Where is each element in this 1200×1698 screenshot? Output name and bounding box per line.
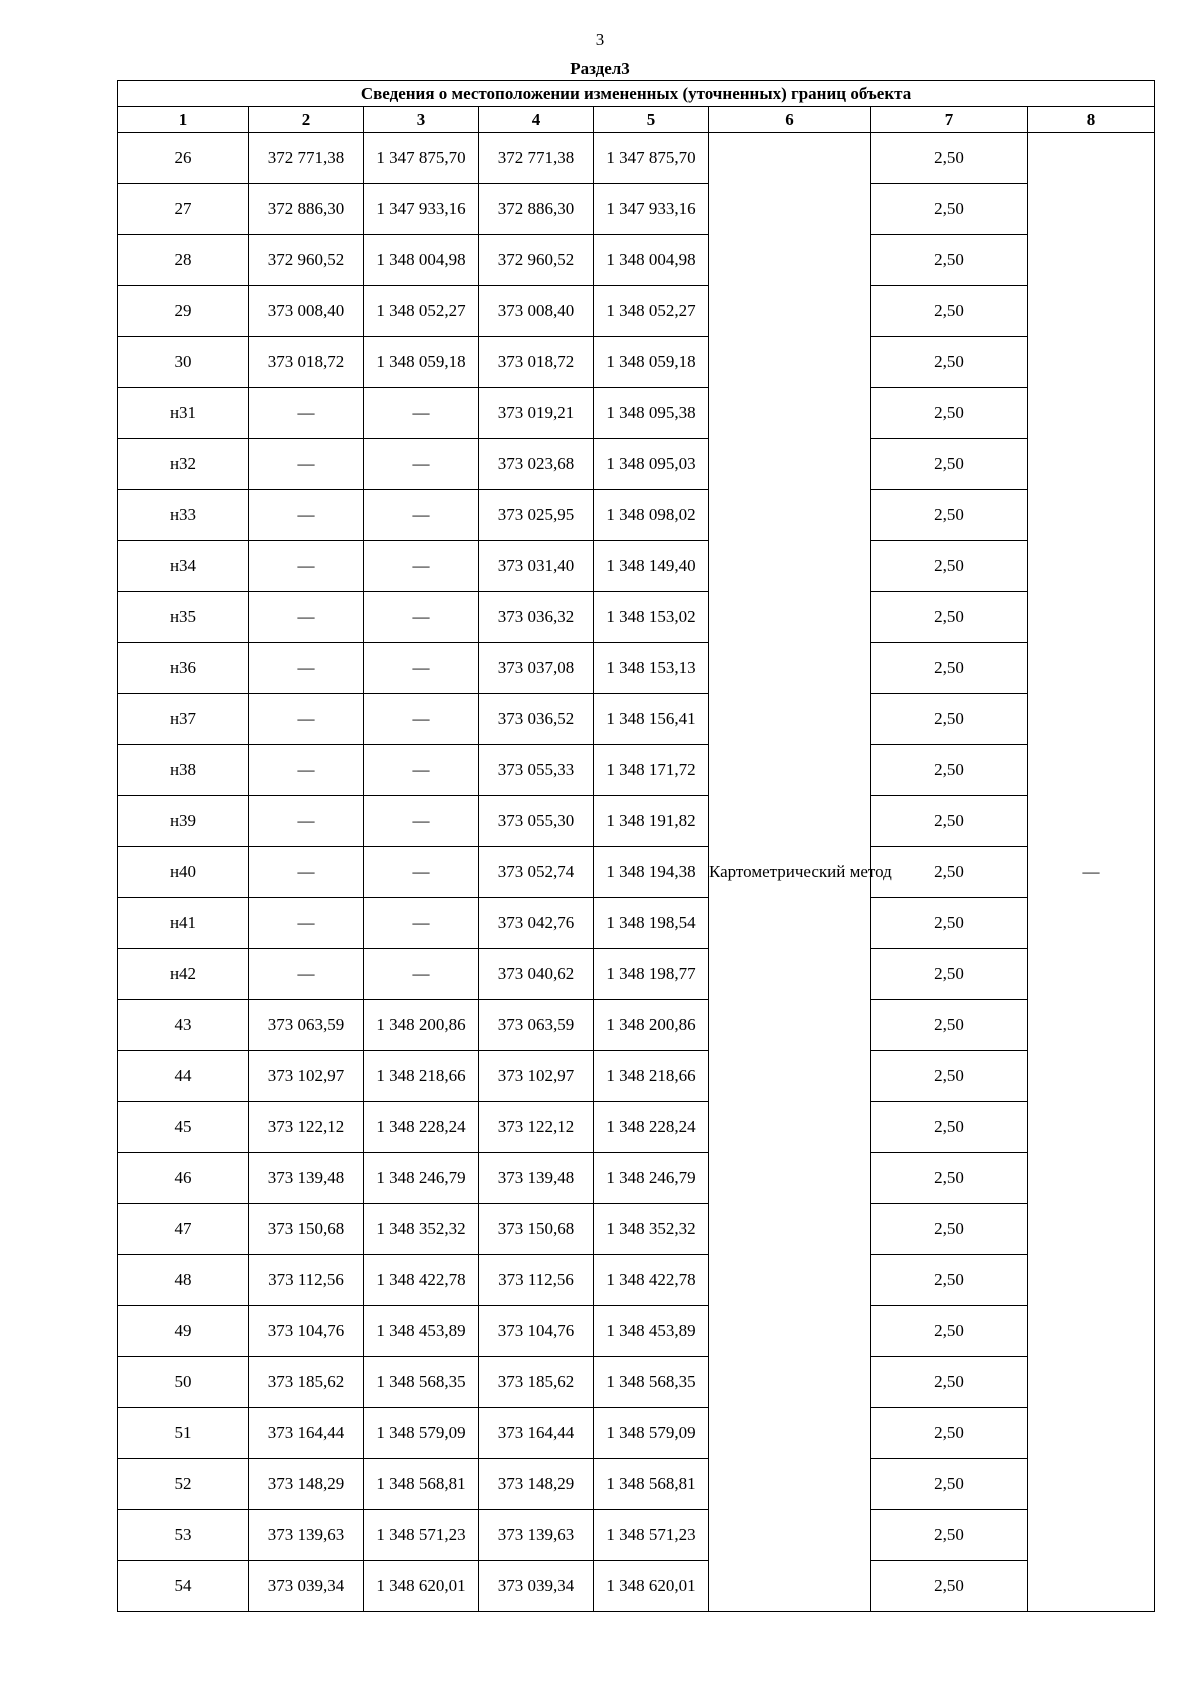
old-x-cell: — <box>249 490 364 541</box>
table-row <box>118 184 1155 235</box>
table-row <box>118 388 1155 439</box>
old-y-cell: 1 348 200,86 <box>364 1000 479 1051</box>
new-x-cell: 373 040,62 <box>479 949 594 1000</box>
table-row <box>118 1510 1155 1561</box>
precision-cell: 2,50 <box>871 1408 1028 1459</box>
point-id-cell: 43 <box>118 1000 249 1051</box>
new-y-cell: 1 348 004,98 <box>594 235 709 286</box>
point-id-cell: 51 <box>118 1408 249 1459</box>
new-x-cell: 373 037,08 <box>479 643 594 694</box>
new-x-cell: 373 148,29 <box>479 1459 594 1510</box>
table-row <box>118 1357 1155 1408</box>
point-id-cell: 50 <box>118 1357 249 1408</box>
point-id-cell: н32 <box>118 439 249 490</box>
new-x-cell: 373 036,32 <box>479 592 594 643</box>
table-row <box>118 1153 1155 1204</box>
new-y-cell: 1 348 098,02 <box>594 490 709 541</box>
point-id-cell: 46 <box>118 1153 249 1204</box>
table-body <box>118 133 1155 1612</box>
table-row <box>118 694 1155 745</box>
new-y-cell: 1 348 579,09 <box>594 1408 709 1459</box>
page-number: 3 <box>595 30 605 49</box>
old-x-cell: — <box>249 796 364 847</box>
new-y-cell: 1 348 095,38 <box>594 388 709 439</box>
point-id-cell: н33 <box>118 490 249 541</box>
new-x-cell: 372 886,30 <box>479 184 594 235</box>
table-caption: Сведения о местоположении измененных (уточненных) границ объекта <box>118 81 1155 107</box>
new-x-cell: 372 960,52 <box>479 235 594 286</box>
old-y-cell: — <box>364 592 479 643</box>
point-id-cell: 30 <box>118 337 249 388</box>
precision-cell: 2,50 <box>871 592 1028 643</box>
new-x-cell: 373 042,76 <box>479 898 594 949</box>
precision-cell: 2,50 <box>871 796 1028 847</box>
new-y-cell: 1 348 153,02 <box>594 592 709 643</box>
point-id-cell: 45 <box>118 1102 249 1153</box>
precision-cell: 2,50 <box>871 1102 1028 1153</box>
old-y-cell: 1 348 568,35 <box>364 1357 479 1408</box>
new-x-cell: 373 104,76 <box>479 1306 594 1357</box>
new-x-cell: 373 150,68 <box>479 1204 594 1255</box>
precision-cell: 2,50 <box>871 184 1028 235</box>
precision-cell: 2,50 <box>871 643 1028 694</box>
old-x-cell: 372 960,52 <box>249 235 364 286</box>
old-x-cell: 373 102,97 <box>249 1051 364 1102</box>
old-x-cell: 373 122,12 <box>249 1102 364 1153</box>
old-y-cell: 1 348 218,66 <box>364 1051 479 1102</box>
precision-cell: 2,50 <box>871 1153 1028 1204</box>
table-row <box>118 1102 1155 1153</box>
old-y-cell: 1 348 246,79 <box>364 1153 479 1204</box>
new-x-cell: 373 055,33 <box>479 745 594 796</box>
table-row <box>118 1000 1155 1051</box>
precision-cell: 2,50 <box>871 1255 1028 1306</box>
point-id-cell: 28 <box>118 235 249 286</box>
point-id-cell: н40 <box>118 847 249 898</box>
point-id-cell: 52 <box>118 1459 249 1510</box>
new-x-cell: 373 139,48 <box>479 1153 594 1204</box>
column-header: 2 <box>249 107 364 133</box>
old-y-cell: — <box>364 439 479 490</box>
new-x-cell: 373 025,95 <box>479 490 594 541</box>
precision-cell: 2,50 <box>871 541 1028 592</box>
new-y-cell: 1 348 156,41 <box>594 694 709 745</box>
precision-cell: 2,50 <box>871 694 1028 745</box>
new-y-cell: 1 348 095,03 <box>594 439 709 490</box>
new-y-cell: 1 348 198,54 <box>594 898 709 949</box>
point-id-cell: н39 <box>118 796 249 847</box>
old-y-cell: 1 347 933,16 <box>364 184 479 235</box>
new-y-cell: 1 348 153,13 <box>594 643 709 694</box>
old-x-cell: — <box>249 541 364 592</box>
new-y-cell: 1 348 453,89 <box>594 1306 709 1357</box>
new-x-cell: 373 036,52 <box>479 694 594 745</box>
new-x-cell: 373 112,56 <box>479 1255 594 1306</box>
new-x-cell: 373 102,97 <box>479 1051 594 1102</box>
point-id-cell: 26 <box>118 133 249 184</box>
point-id-cell: н42 <box>118 949 249 1000</box>
old-y-cell: — <box>364 490 479 541</box>
new-y-cell: 1 348 149,40 <box>594 541 709 592</box>
table-row <box>118 898 1155 949</box>
old-x-cell: — <box>249 643 364 694</box>
column-header: 5 <box>594 107 709 133</box>
new-x-cell: 373 063,59 <box>479 1000 594 1051</box>
old-x-cell: — <box>249 694 364 745</box>
new-x-cell: 373 018,72 <box>479 337 594 388</box>
point-id-cell: 49 <box>118 1306 249 1357</box>
column-header: 8 <box>1028 107 1155 133</box>
old-x-cell: 372 886,30 <box>249 184 364 235</box>
old-y-cell: 1 348 059,18 <box>364 337 479 388</box>
new-y-cell: 1 348 200,86 <box>594 1000 709 1051</box>
boundary-coordinates-table <box>117 80 1155 1612</box>
new-x-cell: 373 039,34 <box>479 1561 594 1612</box>
precision-cell: 2,50 <box>871 286 1028 337</box>
table-row <box>118 1561 1155 1612</box>
precision-cell: 2,50 <box>871 1357 1028 1408</box>
old-y-cell: 1 348 620,01 <box>364 1561 479 1612</box>
new-y-cell: 1 347 933,16 <box>594 184 709 235</box>
table-row <box>118 1051 1155 1102</box>
old-x-cell: 372 771,38 <box>249 133 364 184</box>
old-x-cell: — <box>249 388 364 439</box>
new-y-cell: 1 348 422,78 <box>594 1255 709 1306</box>
table-row <box>118 745 1155 796</box>
old-x-cell: 373 018,72 <box>249 337 364 388</box>
old-y-cell: — <box>364 541 479 592</box>
point-id-cell: н31 <box>118 388 249 439</box>
precision-cell: 2,50 <box>871 337 1028 388</box>
old-x-cell: — <box>249 949 364 1000</box>
table-row <box>118 1255 1155 1306</box>
old-y-cell: — <box>364 643 479 694</box>
new-y-cell: 1 348 352,32 <box>594 1204 709 1255</box>
point-id-cell: н41 <box>118 898 249 949</box>
column-header: 7 <box>871 107 1028 133</box>
old-x-cell: 373 148,29 <box>249 1459 364 1510</box>
new-y-cell: 1 348 568,81 <box>594 1459 709 1510</box>
table-row <box>118 796 1155 847</box>
table-row <box>118 541 1155 592</box>
old-y-cell: 1 348 571,23 <box>364 1510 479 1561</box>
old-x-cell: 373 139,63 <box>249 1510 364 1561</box>
table-row <box>118 1204 1155 1255</box>
old-x-cell: — <box>249 898 364 949</box>
new-x-cell: 373 122,12 <box>479 1102 594 1153</box>
table-row <box>118 439 1155 490</box>
old-x-cell: 373 112,56 <box>249 1255 364 1306</box>
precision-cell: 2,50 <box>871 235 1028 286</box>
old-y-cell: 1 348 052,27 <box>364 286 479 337</box>
new-y-cell: 1 348 059,18 <box>594 337 709 388</box>
point-id-cell: 48 <box>118 1255 249 1306</box>
old-y-cell: — <box>364 694 479 745</box>
point-id-cell: 29 <box>118 286 249 337</box>
precision-cell: 2,50 <box>871 898 1028 949</box>
precision-cell: 2,50 <box>871 1459 1028 1510</box>
new-x-cell: 372 771,38 <box>479 133 594 184</box>
precision-cell: 2,50 <box>871 490 1028 541</box>
new-x-cell: 373 008,40 <box>479 286 594 337</box>
section-title: Раздел3 <box>570 59 630 78</box>
point-id-cell: 54 <box>118 1561 249 1612</box>
table-row <box>118 286 1155 337</box>
column-header: 3 <box>364 107 479 133</box>
old-y-cell: — <box>364 388 479 439</box>
old-x-cell: 373 104,76 <box>249 1306 364 1357</box>
precision-cell: 2,50 <box>871 439 1028 490</box>
point-id-cell: н38 <box>118 745 249 796</box>
new-y-cell: 1 348 620,01 <box>594 1561 709 1612</box>
new-x-cell: 373 052,74 <box>479 847 594 898</box>
point-id-cell: 27 <box>118 184 249 235</box>
old-y-cell: 1 348 453,89 <box>364 1306 479 1357</box>
table-row <box>118 490 1155 541</box>
old-x-cell: 373 185,62 <box>249 1357 364 1408</box>
precision-cell: 2,50 <box>871 1510 1028 1561</box>
column-header-row <box>118 107 1155 133</box>
table-row <box>118 235 1155 286</box>
new-y-cell: 1 347 875,70 <box>594 133 709 184</box>
precision-cell: 2,50 <box>871 745 1028 796</box>
new-x-cell: 373 055,30 <box>479 796 594 847</box>
old-x-cell: 373 139,48 <box>249 1153 364 1204</box>
new-y-cell: 1 348 194,38 <box>594 847 709 898</box>
note-cell: — <box>1028 133 1155 1612</box>
old-y-cell: — <box>364 847 479 898</box>
new-y-cell: 1 348 191,82 <box>594 796 709 847</box>
table-row <box>118 1408 1155 1459</box>
point-id-cell: н37 <box>118 694 249 745</box>
precision-cell: 2,50 <box>871 388 1028 439</box>
point-id-cell: н36 <box>118 643 249 694</box>
old-x-cell: 373 008,40 <box>249 286 364 337</box>
table-row <box>118 1459 1155 1510</box>
precision-cell: 2,50 <box>871 1204 1028 1255</box>
old-y-cell: — <box>364 898 479 949</box>
table-row <box>118 643 1155 694</box>
new-y-cell: 1 348 171,72 <box>594 745 709 796</box>
new-y-cell: 1 348 571,23 <box>594 1510 709 1561</box>
old-x-cell: — <box>249 439 364 490</box>
precision-cell: 2,50 <box>871 1051 1028 1102</box>
column-header: 4 <box>479 107 594 133</box>
table-row <box>118 847 1155 898</box>
point-id-cell: 53 <box>118 1510 249 1561</box>
old-y-cell: 1 348 004,98 <box>364 235 479 286</box>
old-y-cell: 1 348 568,81 <box>364 1459 479 1510</box>
new-x-cell: 373 019,21 <box>479 388 594 439</box>
new-x-cell: 373 031,40 <box>479 541 594 592</box>
new-x-cell: 373 185,62 <box>479 1357 594 1408</box>
new-y-cell: 1 348 198,77 <box>594 949 709 1000</box>
point-id-cell: 47 <box>118 1204 249 1255</box>
old-y-cell: — <box>364 949 479 1000</box>
precision-cell: 2,50 <box>871 949 1028 1000</box>
old-y-cell: — <box>364 745 479 796</box>
column-header: 1 <box>118 107 249 133</box>
old-y-cell: 1 348 579,09 <box>364 1408 479 1459</box>
old-y-cell: 1 347 875,70 <box>364 133 479 184</box>
new-y-cell: 1 348 568,35 <box>594 1357 709 1408</box>
old-y-cell: — <box>364 796 479 847</box>
old-x-cell: 373 063,59 <box>249 1000 364 1051</box>
table-row <box>118 1306 1155 1357</box>
new-y-cell: 1 348 228,24 <box>594 1102 709 1153</box>
method-cell: Картометрический метод <box>709 133 871 1612</box>
table-row <box>118 133 1155 184</box>
new-x-cell: 373 139,63 <box>479 1510 594 1561</box>
precision-cell: 2,50 <box>871 133 1028 184</box>
old-y-cell: 1 348 352,32 <box>364 1204 479 1255</box>
new-x-cell: 373 023,68 <box>479 439 594 490</box>
precision-cell: 2,50 <box>871 1306 1028 1357</box>
new-x-cell: 373 164,44 <box>479 1408 594 1459</box>
old-x-cell: — <box>249 592 364 643</box>
old-y-cell: 1 348 228,24 <box>364 1102 479 1153</box>
point-id-cell: н35 <box>118 592 249 643</box>
point-id-cell: 44 <box>118 1051 249 1102</box>
new-y-cell: 1 348 052,27 <box>594 286 709 337</box>
table-row <box>118 337 1155 388</box>
precision-cell: 2,50 <box>871 1000 1028 1051</box>
table-row <box>118 949 1155 1000</box>
new-y-cell: 1 348 246,79 <box>594 1153 709 1204</box>
table-row <box>118 592 1155 643</box>
new-y-cell: 1 348 218,66 <box>594 1051 709 1102</box>
old-x-cell: — <box>249 847 364 898</box>
old-x-cell: — <box>249 745 364 796</box>
old-x-cell: 373 150,68 <box>249 1204 364 1255</box>
old-y-cell: 1 348 422,78 <box>364 1255 479 1306</box>
old-x-cell: 373 164,44 <box>249 1408 364 1459</box>
precision-cell: 2,50 <box>871 1561 1028 1612</box>
point-id-cell: н34 <box>118 541 249 592</box>
precision-cell: 2,50 <box>871 847 1028 898</box>
column-header: 6 <box>709 107 871 133</box>
old-x-cell: 373 039,34 <box>249 1561 364 1612</box>
